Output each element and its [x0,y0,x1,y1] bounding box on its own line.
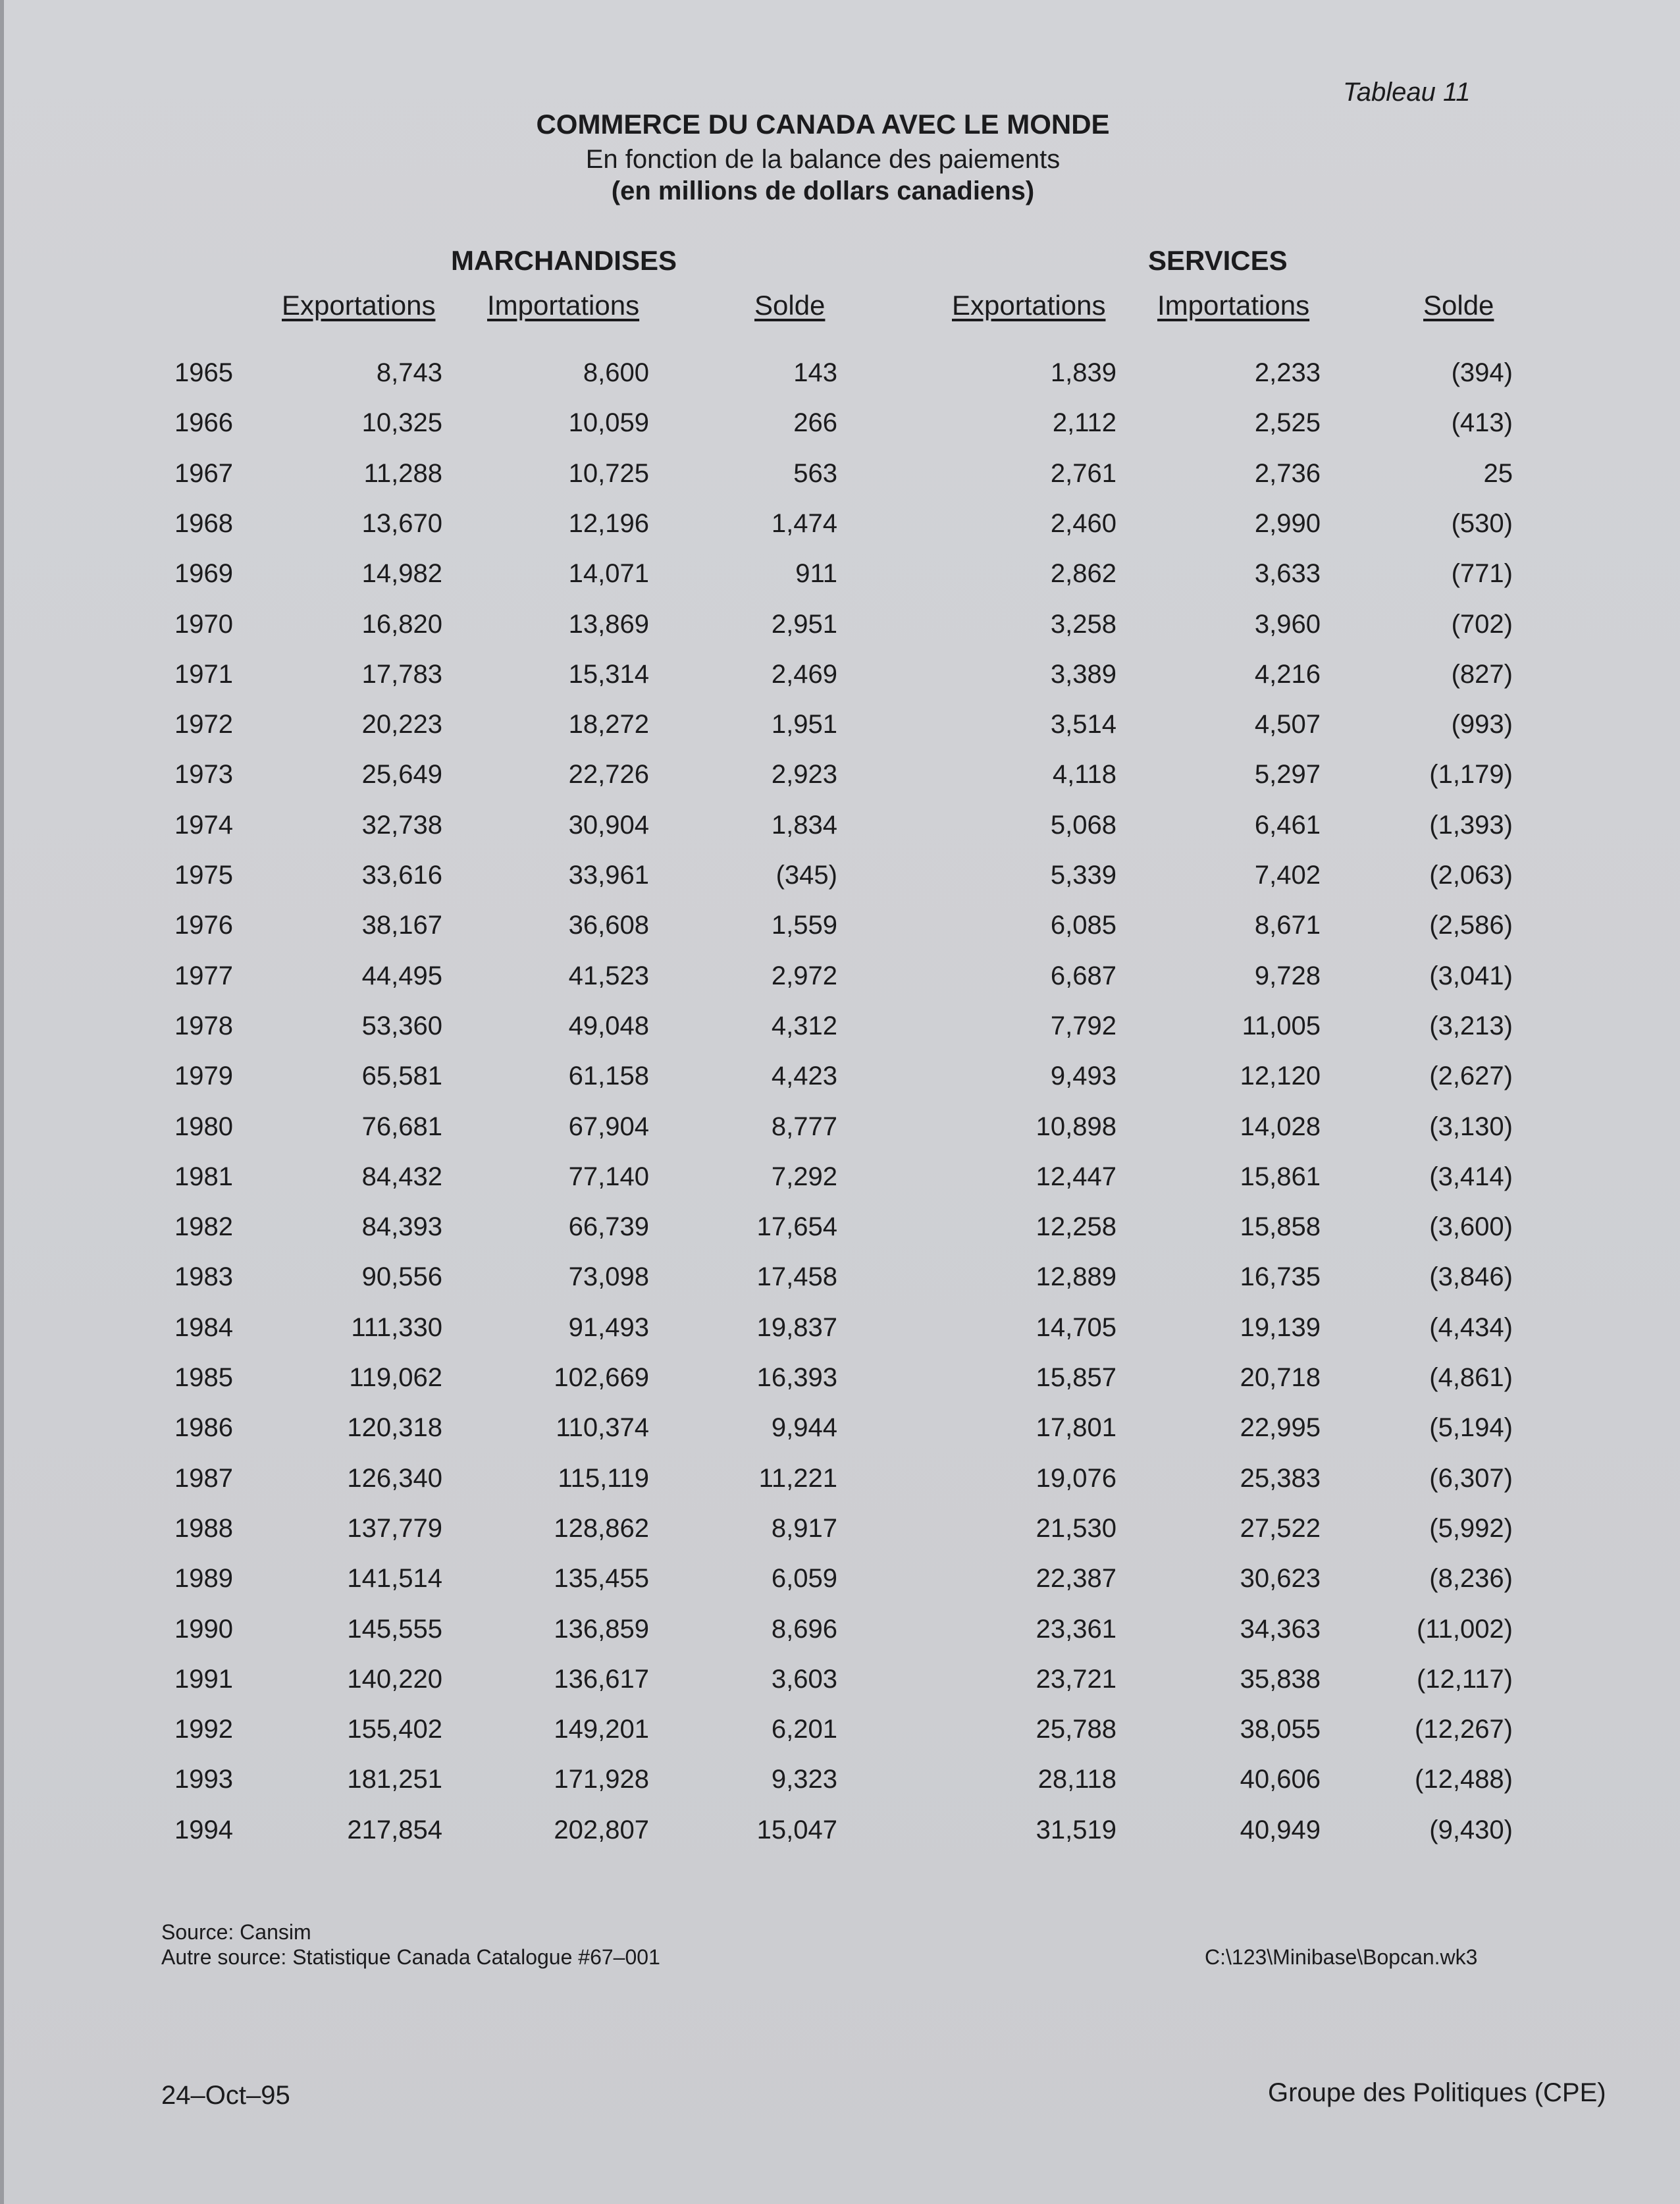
merchandise-exports-cell: 140,220 [347,1664,442,1694]
services-balance-cell: (3,130) [1429,1112,1513,1141]
merchandise-exports-cell: 10,325 [361,408,442,438]
merchandise-balance-cell: 4,312 [771,1011,837,1040]
services-balance-cell: (1,179) [1429,760,1513,790]
merchandise-exports-cell: 38,167 [361,911,442,940]
year-cell: 1990 [174,1614,233,1644]
services-imports-cell: 40,949 [1240,1815,1321,1844]
merchandise-exports-cell: 84,432 [361,1162,442,1191]
merchandise-exports-cell: 120,318 [347,1413,442,1443]
services-exports-cell: 6,687 [1050,961,1116,990]
table-row [0,1413,1680,1453]
merchandise-balance-cell: (345) [775,861,837,890]
services-exports-cell: 5,339 [1050,861,1116,890]
table-row [0,1615,1680,1654]
merchandise-imports-cell: 61,158 [568,1062,649,1091]
year-cell: 1972 [174,710,233,739]
year-cell: 1976 [174,911,233,940]
services-balance-cell: 25 [1483,458,1513,488]
merchandise-imports-cell: 12,196 [568,508,649,538]
table-row [0,1262,1680,1302]
merchandise-balance-cell: 17,458 [756,1262,837,1292]
services-exports-cell: 4,118 [1052,760,1116,790]
year-cell: 1974 [174,810,233,840]
merchandise-exports-cell: 13,670 [361,508,442,538]
merchandise-exports-cell: 20,223 [361,710,442,739]
services-balance-cell: (1,393) [1429,810,1513,840]
table-row [0,1363,1680,1403]
merchandise-exports-cell: 181,251 [347,1765,442,1794]
merchandise-imports-cell: 49,048 [568,1011,649,1040]
merchandise-balance-cell: 3,603 [771,1664,837,1694]
merchandise-imports-cell: 202,807 [554,1815,649,1844]
merchandise-exports-cell: 16,820 [361,609,442,639]
merchandise-balance-cell: 1,474 [771,508,837,538]
year-cell: 1977 [174,961,233,990]
merchandise-imports-cell: 8,600 [583,358,649,387]
table-row [0,861,1680,900]
merchandise-exports-cell: 84,393 [361,1212,442,1242]
source-note: Source: Cansim [161,1920,311,1944]
merchandise-exports-cell: 32,738 [361,810,442,840]
services-imports-cell: 25,383 [1240,1463,1321,1493]
services-exports-cell: 14,705 [1036,1312,1116,1342]
merchandise-imports-cell: 41,523 [568,961,649,990]
merchandise-imports-cell: 77,140 [568,1162,649,1191]
table-row [0,961,1680,1001]
merchandise-exports-cell: 65,581 [361,1062,442,1091]
merchandise-balance-cell: 11,221 [758,1463,837,1493]
merchandise-imports-cell: 13,869 [568,609,649,639]
services-imports-cell: 4,507 [1254,710,1321,739]
merchandise-exports-cell: 155,402 [347,1715,442,1744]
services-exports-cell: 2,761 [1050,458,1116,488]
year-cell: 1975 [174,861,233,890]
table-row [0,1464,1680,1503]
services-balance-cell: (413) [1451,408,1513,438]
page-edge-shadow [0,0,4,2204]
merchandise-imports-cell: 22,726 [568,760,649,790]
services-imports-cell: 15,858 [1240,1212,1321,1242]
services-balance-cell: (3,213) [1429,1011,1513,1040]
services-exports-cell: 25,788 [1036,1715,1116,1744]
services-imports-cell: 7,402 [1254,861,1321,890]
services-exports-cell: 9,493 [1050,1062,1116,1091]
table-row [0,760,1680,799]
services-imports-cell: 16,735 [1240,1262,1321,1292]
merchandise-imports-cell: 128,862 [554,1513,649,1543]
services-imports-cell: 34,363 [1240,1614,1321,1644]
services-balance-cell: (6,307) [1429,1463,1513,1493]
services-imports-cell: 40,606 [1240,1765,1321,1794]
services-balance-cell: (993) [1451,710,1513,739]
merchandise-imports-cell: 149,201 [554,1715,649,1744]
merchandise-balance-cell: 1,951 [771,710,837,739]
services-exports-cell: 28,118 [1037,1765,1116,1794]
merchandise-imports-cell: 115,119 [558,1463,649,1493]
services-exports-cell: 3,389 [1050,659,1116,689]
column-header-services-exports: Exportations [952,290,1106,321]
merchandise-balance-cell: 2,972 [771,961,837,990]
services-imports-cell: 9,728 [1254,961,1321,990]
year-cell: 1988 [174,1513,233,1543]
merchandise-imports-cell: 10,059 [568,408,649,438]
table-row [0,509,1680,549]
year-cell: 1973 [174,760,233,790]
services-imports-cell: 4,216 [1254,659,1321,689]
table-row [0,408,1680,448]
merchandise-balance-cell: 7,292 [771,1162,837,1191]
merchandise-imports-cell: 67,904 [568,1112,649,1141]
services-imports-cell: 35,838 [1240,1664,1321,1694]
services-imports-cell: 6,461 [1254,810,1321,840]
services-exports-cell: 23,361 [1036,1614,1116,1644]
services-exports-cell: 2,112 [1052,408,1116,438]
services-imports-cell: 15,861 [1240,1162,1321,1191]
services-imports-cell: 12,120 [1240,1062,1321,1091]
merchandise-balance-cell: 911 [795,559,837,589]
services-balance-cell: (3,041) [1429,961,1513,990]
table-row [0,1112,1680,1152]
services-exports-cell: 3,514 [1050,710,1116,739]
services-balance-cell: (12,488) [1415,1765,1513,1794]
services-imports-cell: 5,297 [1254,760,1321,790]
merchandise-imports-cell: 110,374 [556,1413,649,1443]
merchandise-exports-cell: 126,340 [347,1463,442,1493]
table-row [0,710,1680,749]
year-cell: 1985 [174,1363,233,1392]
merchandise-balance-cell: 4,423 [771,1062,837,1091]
services-balance-cell: (2,063) [1429,861,1513,890]
services-imports-cell: 14,028 [1240,1112,1321,1141]
services-balance-cell: (394) [1451,358,1513,387]
merchandise-balance-cell: 15,047 [756,1815,837,1844]
services-exports-cell: 3,258 [1050,609,1116,639]
services-imports-cell: 19,139 [1240,1312,1321,1342]
merchandise-balance-cell: 143 [793,358,837,387]
services-imports-cell: 11,005 [1242,1011,1321,1040]
services-exports-cell: 17,801 [1036,1413,1116,1443]
merchandise-imports-cell: 171,928 [554,1765,649,1794]
year-cell: 1978 [174,1011,233,1040]
column-header-merchandise-exports: Exportations [282,290,436,321]
services-exports-cell: 7,792 [1050,1011,1116,1040]
merchandise-balance-cell: 2,469 [771,659,837,689]
table-row [0,811,1680,850]
services-imports-cell: 3,633 [1254,559,1321,589]
merchandise-exports-cell: 111,330 [351,1312,442,1342]
unit-label: (en millions de dollars canadiens) [611,176,1035,205]
merchandise-balance-cell: 8,777 [771,1112,837,1141]
services-imports-cell: 2,990 [1254,508,1321,538]
services-balance-cell: (3,414) [1429,1162,1513,1191]
table-row [0,1062,1680,1101]
merchandise-imports-cell: 73,098 [568,1262,649,1292]
merchandise-imports-cell: 102,669 [554,1363,649,1392]
services-balance-cell: (530) [1451,508,1513,538]
services-exports-cell: 12,447 [1036,1162,1116,1191]
merchandise-balance-cell: 563 [793,458,837,488]
merchandise-balance-cell: 17,654 [756,1212,837,1242]
year-cell: 1986 [174,1413,233,1443]
year-cell: 1980 [174,1112,233,1141]
services-balance-cell: (5,992) [1429,1513,1513,1543]
services-balance-cell: (4,434) [1429,1312,1513,1342]
services-exports-cell: 1,839 [1050,358,1116,387]
merchandise-balance-cell: 2,923 [771,760,837,790]
table-row [0,1715,1680,1754]
year-cell: 1991 [174,1664,233,1694]
merchandise-imports-cell: 136,617 [554,1664,649,1694]
merchandise-exports-cell: 137,779 [347,1513,442,1543]
column-header-services-imports: Importations [1157,290,1310,321]
table-row [0,1011,1680,1051]
year-cell: 1968 [174,508,233,538]
services-imports-cell: 3,960 [1254,609,1321,639]
services-balance-cell: (4,861) [1429,1363,1513,1392]
merchandise-exports-cell: 119,062 [349,1363,442,1392]
services-exports-cell: 2,460 [1050,508,1116,538]
services-exports-cell: 15,857 [1036,1363,1116,1392]
merchandise-exports-cell: 145,555 [347,1614,442,1644]
services-balance-cell: (771) [1451,559,1513,589]
services-imports-cell: 30,623 [1240,1564,1321,1594]
services-balance-cell: (5,194) [1429,1413,1513,1443]
merchandise-balance-cell: 1,834 [771,810,837,840]
table-row [0,1765,1680,1804]
table-row [0,1665,1680,1704]
services-balance-cell: (12,117) [1416,1664,1513,1694]
services-exports-cell: 19,076 [1036,1463,1116,1493]
services-balance-cell: (12,267) [1415,1715,1513,1744]
merchandise-balance-cell: 16,393 [756,1363,837,1392]
merchandise-imports-cell: 91,493 [568,1312,649,1342]
services-exports-cell: 22,387 [1036,1564,1116,1594]
services-balance-cell: (9,430) [1429,1815,1513,1844]
services-imports-cell: 8,671 [1254,911,1321,940]
year-cell: 1984 [174,1312,233,1342]
services-balance-cell: (2,627) [1429,1062,1513,1091]
merchandise-imports-cell: 18,272 [568,710,649,739]
page-title: COMMERCE DU CANADA AVEC LE MONDE [536,109,1110,140]
year-cell: 1982 [174,1212,233,1242]
services-exports-cell: 23,721 [1036,1664,1116,1694]
group-header-services: SERVICES [1148,245,1288,276]
merchandise-balance-cell: 1,559 [771,911,837,940]
merchandise-imports-cell: 135,455 [554,1564,649,1594]
merchandise-balance-cell: 9,323 [771,1765,837,1794]
merchandise-exports-cell: 8,743 [376,358,442,387]
table-row [0,1815,1680,1855]
services-balance-cell: (3,846) [1429,1262,1513,1292]
year-cell: 1979 [174,1062,233,1091]
table-label: Tableau 11 [1343,78,1471,107]
merchandise-balance-cell: 9,944 [771,1413,837,1443]
merchandise-balance-cell: 19,837 [756,1312,837,1342]
merchandise-imports-cell: 10,725 [568,458,649,488]
table-row [0,1564,1680,1603]
group-header-merchandise: MARCHANDISES [451,245,677,276]
year-cell: 1970 [174,609,233,639]
table-row [0,1162,1680,1202]
department-name: Groupe des Politiques (CPE) [1268,2078,1606,2107]
services-imports-cell: 2,525 [1254,408,1321,438]
services-exports-cell: 12,258 [1036,1212,1116,1242]
year-cell: 1967 [174,458,233,488]
table-row [0,1212,1680,1252]
merchandise-imports-cell: 15,314 [568,659,649,689]
merchandise-exports-cell: 44,495 [361,961,442,990]
year-cell: 1989 [174,1564,233,1594]
table-row [0,1313,1680,1353]
merchandise-balance-cell: 8,696 [771,1614,837,1644]
merchandise-imports-cell: 30,904 [568,810,649,840]
merchandise-exports-cell: 33,616 [361,861,442,890]
services-balance-cell: (11,002) [1416,1614,1513,1644]
services-balance-cell: (702) [1451,609,1513,639]
merchandise-exports-cell: 141,514 [347,1564,442,1594]
services-imports-cell: 20,718 [1240,1363,1321,1392]
table-row [0,660,1680,699]
table-row [0,358,1680,398]
services-imports-cell: 38,055 [1240,1715,1321,1744]
table-row [0,559,1680,599]
table-row [0,911,1680,950]
services-exports-cell: 6,085 [1050,911,1116,940]
merchandise-imports-cell: 14,071 [568,559,649,589]
services-imports-cell: 2,736 [1254,458,1321,488]
merchandise-balance-cell: 266 [793,408,837,438]
table-row [0,1514,1680,1553]
page-subtitle: En fonction de la balance des paiements [585,145,1061,174]
year-cell: 1971 [174,659,233,689]
column-header-merchandise-balance: Solde [754,290,826,321]
merchandise-exports-cell: 14,982 [361,559,442,589]
year-cell: 1969 [174,559,233,589]
year-cell: 1992 [174,1715,233,1744]
merchandise-exports-cell: 90,556 [361,1262,442,1292]
services-balance-cell: (827) [1451,659,1513,689]
services-imports-cell: 2,233 [1254,358,1321,387]
column-header-services-balance: Solde [1423,290,1494,321]
services-balance-cell: (2,586) [1429,911,1513,940]
merchandise-balance-cell: 6,201 [771,1715,837,1744]
document-date: 24–Oct–95 [161,2081,290,2110]
merchandise-exports-cell: 217,854 [347,1815,442,1844]
services-exports-cell: 21,530 [1036,1513,1116,1543]
table-row [0,459,1680,498]
merchandise-exports-cell: 76,681 [361,1112,442,1141]
file-path: C:\123\Minibase\Bopcan.wk3 [1205,1945,1478,1969]
services-balance-cell: (8,236) [1429,1564,1513,1594]
merchandise-imports-cell: 36,608 [568,911,649,940]
table-row [0,610,1680,649]
merchandise-balance-cell: 6,059 [771,1564,837,1594]
services-balance-cell: (3,600) [1429,1212,1513,1242]
services-exports-cell: 10,898 [1036,1112,1116,1141]
column-header-merchandise-imports: Importations [487,290,640,321]
services-imports-cell: 22,995 [1240,1413,1321,1443]
year-cell: 1994 [174,1815,233,1844]
services-imports-cell: 27,522 [1240,1513,1321,1543]
year-cell: 1993 [174,1765,233,1794]
merchandise-exports-cell: 53,360 [361,1011,442,1040]
services-exports-cell: 5,068 [1050,810,1116,840]
merchandise-exports-cell: 25,649 [361,760,442,790]
merchandise-imports-cell: 33,961 [568,861,649,890]
merchandise-exports-cell: 17,783 [361,659,442,689]
year-cell: 1966 [174,408,233,438]
merchandise-balance-cell: 8,917 [771,1513,837,1543]
year-cell: 1983 [174,1262,233,1292]
merchandise-exports-cell: 11,288 [363,458,442,488]
merchandise-imports-cell: 136,859 [554,1614,649,1644]
year-cell: 1981 [174,1162,233,1191]
year-cell: 1987 [174,1463,233,1493]
other-source-note: Autre source: Statistique Canada Catalogue #67–001 [161,1945,660,1969]
services-exports-cell: 12,889 [1036,1262,1116,1292]
merchandise-balance-cell: 2,951 [771,609,837,639]
services-exports-cell: 31,519 [1036,1815,1116,1844]
year-cell: 1965 [174,358,233,387]
services-exports-cell: 2,862 [1050,559,1116,589]
merchandise-imports-cell: 66,739 [568,1212,649,1242]
